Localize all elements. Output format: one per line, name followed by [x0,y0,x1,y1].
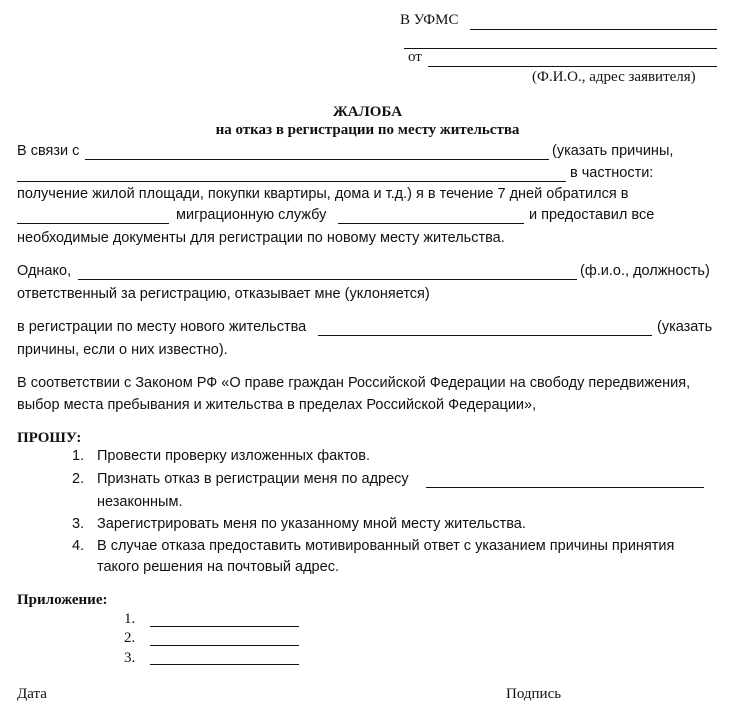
reason-field-line2[interactable] [17,181,566,182]
refusal-reason-field[interactable] [318,335,652,336]
para3-line1: в регистрации по месту нового жительства [17,319,307,335]
request-item-num: 4. [72,538,85,554]
request-item-cont: такого решения на почтовый адрес. [97,559,339,575]
para2-line2: ответственный за регистрацию, отказывает мне (уклоняется) [17,286,430,302]
request-item-text: Признать отказ в регистрации меня по адресу [97,471,409,487]
para1-submitted-all: и предоставил все [529,207,655,223]
attachment-field[interactable] [150,645,299,646]
para1-in-particular: в частности: [570,165,654,181]
recipient-field-line2[interactable] [404,48,717,49]
attachment-field[interactable] [150,664,299,665]
request-item-text: Провести проверку изложенных фактов. [97,448,370,464]
para1-line3: получение жилой площади, покупки квартиры, дома и т.д.) я в течение 7 дней обратился в [17,186,629,202]
para4-line1: В соответствии с Законом РФ «О праве граждан Российской Федерации на свободу передвижения, [17,375,691,391]
signature-label: Подпись [506,686,562,702]
para1-in-connection: В связи с [17,143,80,159]
attachment-item-num: 3. [124,650,136,666]
document-subtitle: на отказ в регистрации по месту жительства [215,122,520,138]
request-item-text: Зарегистрировать меня по указанному мной месту жительства. [97,516,526,532]
para1-line5: необходимые документы для регистрации по новому месту жительства. [17,230,505,246]
date-field[interactable] [17,223,169,224]
request-item-text: В случае отказа предоставить мотивированный ответ с указанием причины принятия [97,538,675,554]
request-item-num: 1. [72,448,85,464]
para3-line2: причины, если о них известно). [17,342,228,358]
address-field[interactable] [426,487,704,488]
recipient-field[interactable] [470,29,717,30]
official-field[interactable] [78,279,577,280]
document-title: ЖАЛОБА [332,104,403,120]
date-label: Дата [17,686,47,702]
reason-field[interactable] [85,159,549,160]
sender-label: от [408,49,422,65]
request-item-cont: незаконным. [97,494,183,510]
sender-field[interactable] [428,66,717,67]
request-item-num: 3. [72,516,85,532]
para2-however: Однако, [17,263,72,279]
para1-migration-service: миграционную службу [176,207,327,223]
para4-line2: выбор места пребывания и жительства в пределах Российской Федерации», [17,397,537,413]
para2-fio-position: (ф.и.о., должность) [580,263,710,279]
para3-specify: (указать [657,319,713,335]
applicant-hint: (Ф.И.О., адрес заявителя) [532,69,696,85]
migration-service-field[interactable] [338,223,524,224]
attachment-heading: Приложение: [17,592,108,608]
request-item-num: 2. [72,471,85,487]
recipient-label: В УФМС [400,12,459,28]
attachment-item-num: 2. [124,630,136,646]
request-heading: ПРОШУ: [17,430,82,446]
para1-specify-reasons: (указать причины, [552,143,674,159]
attachment-field[interactable] [150,626,299,627]
attachment-item-num: 1. [124,611,136,627]
